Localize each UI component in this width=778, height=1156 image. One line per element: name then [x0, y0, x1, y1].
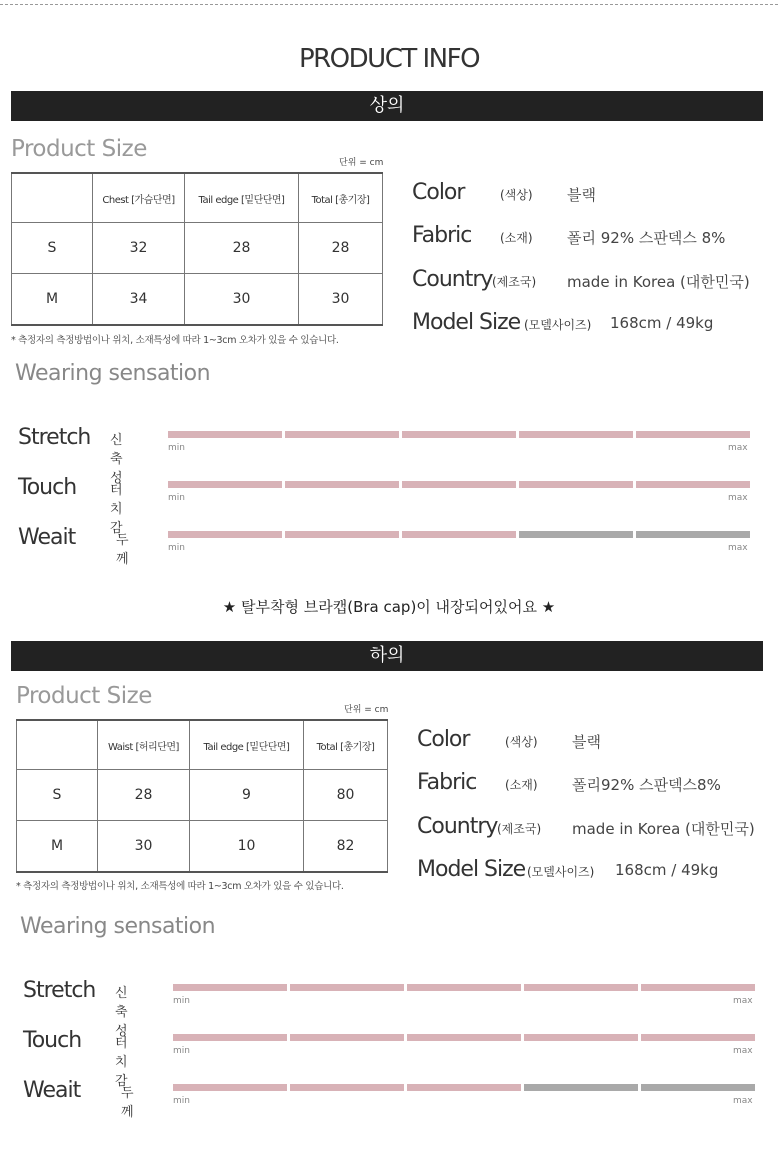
table-cell: S [17, 770, 98, 821]
wearing-sensation-title: Wearing sensation [15, 361, 211, 386]
meter-bar [168, 531, 750, 538]
page-title: PRODUCT INFO [298, 44, 480, 74]
meter-bar [168, 481, 750, 488]
meter-segment-filled [407, 984, 521, 991]
measurement-note: * 측정자의 측정방법이나 위치, 소재특성에 따라 1~3cm 오차가 있을 수 있습니다. [16, 881, 344, 892]
meter-segment-empty [519, 531, 633, 538]
meter-segment-filled [519, 481, 633, 488]
info-value: 블랙 [567, 186, 596, 204]
table-header-cell: Tail edge [밑단단면] [190, 720, 304, 770]
meter-kor-label: 두께 [121, 1086, 134, 1120]
section-bar-bottom: 하의 [11, 641, 763, 671]
section-bar-top: 상의 [11, 91, 763, 121]
meter-min-label: min [168, 443, 185, 453]
table-cell: 34 [93, 274, 185, 326]
table-cell: 28 [185, 223, 299, 274]
info-value: made in Korea (대한민국) [572, 820, 755, 838]
info-value: 블랙 [572, 733, 601, 751]
meter-bar [173, 1084, 755, 1091]
table-header-cell: Chest [가슴단면] [93, 173, 185, 223]
info-label: Fabric [412, 223, 472, 248]
meter-segment-filled [168, 531, 282, 538]
meter-segment-filled [641, 1034, 755, 1041]
table-cell: 32 [93, 223, 185, 274]
info-kor-label: (색상) [505, 735, 538, 749]
meter-kor-label: 두께 [116, 533, 129, 567]
table-row [17, 770, 388, 821]
meter-min-label: min [173, 1046, 190, 1056]
meter-segment-filled [641, 984, 755, 991]
meter-segment-filled [407, 1034, 521, 1041]
table-header-cell: Tail edge [밑단단면] [185, 173, 299, 223]
wearing-sensation-title: Wearing sensation [20, 914, 216, 939]
meter-label: Weait [18, 525, 76, 550]
table-header-cell: Total [총기장] [304, 720, 388, 770]
meter-segment-filled [402, 431, 516, 438]
meter-segment-filled [285, 481, 399, 488]
table-cell: 30 [185, 274, 299, 326]
table-cell: 28 [299, 223, 383, 274]
meter-segment-filled [168, 431, 282, 438]
meter-label: Stretch [18, 425, 91, 450]
info-kor-label: (모델사이즈) [527, 865, 595, 879]
meter-label: Touch [18, 475, 77, 500]
product-size-title: Product Size [11, 136, 147, 162]
info-value: 168cm / 49kg [610, 314, 714, 332]
measurement-note: * 측정자의 측정방법이나 위치, 소재특성에 따라 1~3cm 오차가 있을 수 있습니다. [11, 335, 339, 346]
table-cell: S [12, 223, 93, 274]
info-value: 폴리 92% 스판덱스 8% [567, 229, 726, 247]
info-label: Color [417, 727, 470, 752]
meter-bar [173, 984, 755, 991]
product-size-title: Product Size [16, 683, 152, 709]
meter-segment-filled [168, 481, 282, 488]
meter-min-label: min [168, 543, 185, 553]
unit-note: 단위 = cm [344, 705, 389, 715]
meter-max-label: max [733, 1046, 753, 1056]
meter-kor-label: 신축성 [110, 433, 123, 486]
meter-bar [173, 1034, 755, 1041]
meter-segment-filled [524, 1034, 638, 1041]
meter-segment-empty [636, 531, 750, 538]
table-header-cell: Waist [허리단면] [98, 720, 190, 770]
meter-kor-label: 터치감 [110, 483, 123, 536]
table-row [12, 274, 383, 326]
meter-max-label: max [733, 1096, 753, 1106]
meter-segment-filled [290, 984, 404, 991]
meter-segment-filled [519, 431, 633, 438]
meter-kor-label: 터치감 [115, 1036, 128, 1089]
meter-min-label: min [168, 493, 185, 503]
info-kor-label: (소재) [505, 778, 538, 792]
meter-label: Stretch [23, 978, 96, 1003]
meter-min-label: min [173, 996, 190, 1006]
info-value: 폴리92% 스판덱스8% [572, 776, 721, 794]
meter-segment-filled [407, 1084, 521, 1091]
info-kor-label: (제조국) [497, 822, 542, 836]
meter-segment-filled [636, 431, 750, 438]
info-label: Country [417, 814, 498, 839]
info-label: Model Size [417, 857, 526, 882]
meter-segment-filled [524, 984, 638, 991]
info-kor-label: (색상) [500, 188, 533, 202]
meter-bar [168, 431, 750, 438]
meter-segment-filled [290, 1084, 404, 1091]
table-cell: 28 [98, 770, 190, 821]
meter-segment-empty [641, 1084, 755, 1091]
meter-segment-filled [285, 431, 399, 438]
meter-segment-filled [402, 531, 516, 538]
info-label: Country [412, 267, 493, 292]
table-cell: 30 [299, 274, 383, 326]
meter-max-label: max [728, 493, 748, 503]
table-header-cell [17, 720, 98, 770]
table-cell: M [17, 821, 98, 873]
meter-kor-label: 신축성 [115, 986, 128, 1039]
info-value: made in Korea (대한민국) [567, 273, 750, 291]
table-header-cell [12, 173, 93, 223]
dashed-divider [0, 4, 778, 5]
table-row [17, 821, 388, 873]
bra-cap-notice: ★ 탈부착형 브라캡(Bra cap)이 내장되어있어요 ★ [222, 598, 556, 616]
size-table [11, 172, 383, 326]
table-cell: 10 [190, 821, 304, 873]
meter-segment-filled [290, 1034, 404, 1041]
meter-max-label: max [728, 443, 748, 453]
info-value: 168cm / 49kg [615, 861, 719, 879]
info-kor-label: (소재) [500, 231, 533, 245]
info-label: Fabric [417, 770, 477, 795]
meter-segment-filled [636, 481, 750, 488]
meter-min-label: min [173, 1096, 190, 1106]
table-cell: 30 [98, 821, 190, 873]
meter-label: Touch [23, 1028, 82, 1053]
info-label: Model Size [412, 310, 521, 335]
meter-segment-filled [173, 1084, 287, 1091]
info-label: Color [412, 180, 465, 205]
table-cell: 80 [304, 770, 388, 821]
size-table [16, 719, 388, 873]
info-kor-label: (제조국) [492, 275, 537, 289]
meter-segment-filled [173, 1034, 287, 1041]
meter-segment-filled [173, 984, 287, 991]
meter-max-label: max [733, 996, 753, 1006]
table-cell: 9 [190, 770, 304, 821]
meter-segment-empty [524, 1084, 638, 1091]
meter-segment-filled [402, 481, 516, 488]
unit-note: 단위 = cm [339, 158, 384, 168]
info-kor-label: (모델사이즈) [524, 318, 592, 332]
meter-segment-filled [285, 531, 399, 538]
table-row [12, 223, 383, 274]
table-cell: M [12, 274, 93, 326]
table-header-cell: Total [총기장] [299, 173, 383, 223]
table-cell: 82 [304, 821, 388, 873]
meter-max-label: max [728, 543, 748, 553]
meter-label: Weait [23, 1078, 81, 1103]
